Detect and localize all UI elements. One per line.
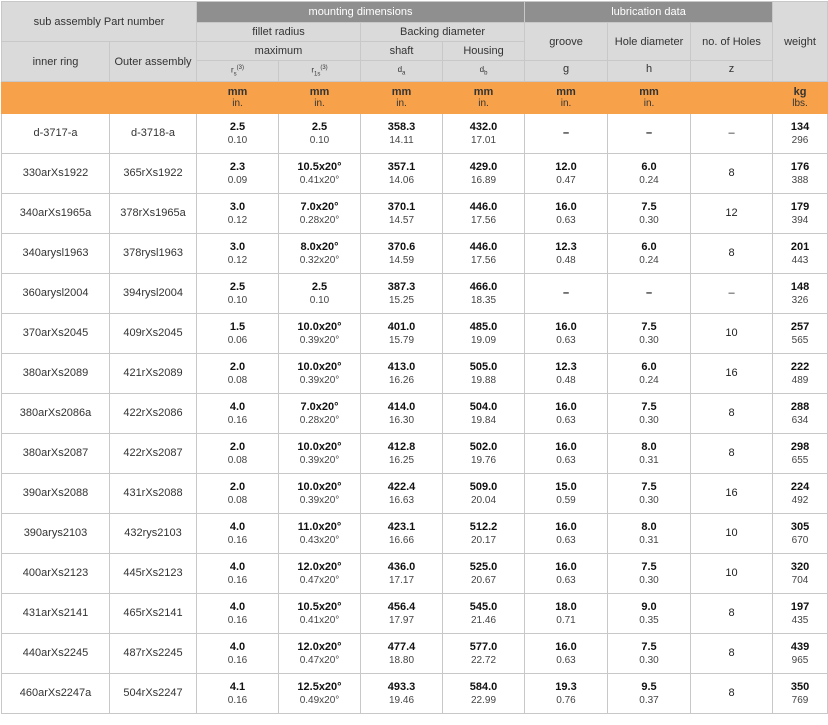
groove-cell: – (525, 114, 608, 154)
groove-cell: 16.0 0.63 (525, 554, 608, 594)
header-groove: groove (525, 23, 608, 61)
housing-diameter-cell: 466.0 18.35 (443, 274, 525, 314)
no-of-holes-cell: 8 (691, 234, 773, 274)
symbol-z: z (691, 61, 773, 82)
unit-shaft: mm in. (361, 82, 443, 114)
inner-ring-cell: 380arXs2087 (2, 434, 110, 474)
fillet-rs-cell: 4.0 0.16 (197, 394, 279, 434)
weight-cell: 257 565 (773, 314, 828, 354)
fillet-r1s-cell: 10.0x20° 0.39x20° (279, 314, 361, 354)
fillet-rs-cell: 4.0 0.16 (197, 594, 279, 634)
inner-ring-cell: 340arysl1963 (2, 234, 110, 274)
housing-diameter-cell: 525.0 20.67 (443, 554, 525, 594)
hole-diameter-cell: 7.5 0.30 (608, 634, 691, 674)
hole-diameter-cell: 7.5 0.30 (608, 314, 691, 354)
units-row (2, 82, 828, 114)
table-row (2, 314, 828, 354)
no-of-holes-cell: 8 (691, 634, 773, 674)
table-row (2, 194, 828, 234)
housing-diameter-cell: 545.0 21.46 (443, 594, 525, 634)
table-body (2, 114, 828, 714)
outer-assembly-cell: 365rXs1922 (110, 154, 197, 194)
housing-diameter-cell: 504.0 19.84 (443, 394, 525, 434)
header-sub-assembly: sub assembly Part number (2, 2, 197, 42)
housing-diameter-cell: 577.0 22.72 (443, 634, 525, 674)
weight-cell: 148 326 (773, 274, 828, 314)
fillet-r1s-cell: 2.5 0.10 (279, 114, 361, 154)
housing-diameter-cell: 584.0 22.99 (443, 674, 525, 714)
header-housing: Housing (443, 42, 525, 61)
inner-ring-cell: 400arXs2123 (2, 554, 110, 594)
table-row (2, 514, 828, 554)
groove-cell: 18.0 0.71 (525, 594, 608, 634)
fillet-rs-cell: 4.1 0.16 (197, 674, 279, 714)
outer-assembly-cell: 422rXs2086 (110, 394, 197, 434)
groove-cell: 16.0 0.63 (525, 434, 608, 474)
outer-assembly-cell: d-3718-a (110, 114, 197, 154)
shaft-diameter-cell: 358.3 14.11 (361, 114, 443, 154)
hole-diameter-cell: 8.0 0.31 (608, 514, 691, 554)
fillet-r1s-cell: 7.0x20° 0.28x20° (279, 394, 361, 434)
outer-assembly-cell: 421rXs2089 (110, 354, 197, 394)
header-inner-ring: inner ring (2, 42, 110, 82)
outer-assembly-cell: 422rXs2087 (110, 434, 197, 474)
shaft-diameter-cell: 477.4 18.80 (361, 634, 443, 674)
no-of-holes-cell: 16 (691, 474, 773, 514)
unit-weight: kg lbs. (773, 82, 828, 114)
housing-diameter-cell: 505.0 19.88 (443, 354, 525, 394)
housing-diameter-cell: 429.0 16.89 (443, 154, 525, 194)
fillet-r1s-cell: 7.0x20° 0.28x20° (279, 194, 361, 234)
outer-assembly-cell: 445rXs2123 (110, 554, 197, 594)
shaft-diameter-cell: 493.3 19.46 (361, 674, 443, 714)
fillet-rs-cell: 2.5 0.10 (197, 274, 279, 314)
fillet-r1s-cell: 10.5x20° 0.41x20° (279, 594, 361, 634)
fillet-r1s-cell: 8.0x20° 0.32x20° (279, 234, 361, 274)
fillet-r1s-cell: 12.0x20° 0.47x20° (279, 634, 361, 674)
groove-cell: 16.0 0.63 (525, 634, 608, 674)
unit-cell-empty (2, 82, 110, 114)
header-weight: weight (773, 2, 828, 82)
table-row (2, 274, 828, 314)
inner-ring-cell: 370arXs2045 (2, 314, 110, 354)
weight-cell: 201 443 (773, 234, 828, 274)
hole-diameter-cell: 7.5 0.30 (608, 554, 691, 594)
shaft-diameter-cell: 436.0 17.17 (361, 554, 443, 594)
table-row (2, 634, 828, 674)
weight-cell: 298 655 (773, 434, 828, 474)
groove-cell: – (525, 274, 608, 314)
table-row (2, 354, 828, 394)
header-maximum: maximum (197, 42, 361, 61)
inner-ring-cell: d-3717-a (2, 114, 110, 154)
groove-cell: 12.0 0.47 (525, 154, 608, 194)
inner-ring-cell: 460arXs2247a (2, 674, 110, 714)
header-lubrication-data: lubrication data (525, 2, 773, 23)
weight-cell: 224 492 (773, 474, 828, 514)
table-row (2, 474, 828, 514)
symbol-rs: $r_s^{(3)}$ (197, 61, 279, 82)
fillet-r1s-cell: 11.0x20° 0.43x20° (279, 514, 361, 554)
fillet-r1s-cell: 12.5x20° 0.49x20° (279, 674, 361, 714)
no-of-holes-cell: 8 (691, 594, 773, 634)
inner-ring-cell: 360arysl2004 (2, 274, 110, 314)
fillet-r1s-cell: 10.5x20° 0.41x20° (279, 154, 361, 194)
inner-ring-cell: 330arXs1922 (2, 154, 110, 194)
groove-cell: 12.3 0.48 (525, 354, 608, 394)
weight-cell: 350 769 (773, 674, 828, 714)
outer-assembly-cell: 487rXs2245 (110, 634, 197, 674)
fillet-rs-cell: 4.0 0.16 (197, 554, 279, 594)
no-of-holes-cell: 16 (691, 354, 773, 394)
symbol-db: $d_b$ (443, 61, 525, 82)
inner-ring-cell: 431arXs2141 (2, 594, 110, 634)
outer-assembly-cell: 504rXs2247 (110, 674, 197, 714)
fillet-rs-cell: 2.0 0.08 (197, 434, 279, 474)
unit-housing: mm in. (443, 82, 525, 114)
bearing-spec-table (1, 1, 828, 714)
shaft-diameter-cell: 414.0 16.30 (361, 394, 443, 434)
fillet-r1s-cell: 12.0x20° 0.47x20° (279, 554, 361, 594)
housing-diameter-cell: 512.2 20.17 (443, 514, 525, 554)
no-of-holes-cell: – (691, 114, 773, 154)
table-row (2, 434, 828, 474)
fillet-rs-cell: 4.0 0.16 (197, 634, 279, 674)
housing-diameter-cell: 502.0 19.76 (443, 434, 525, 474)
no-of-holes-cell: – (691, 274, 773, 314)
outer-assembly-cell: 378rXs1965a (110, 194, 197, 234)
inner-ring-cell: 390arys2103 (2, 514, 110, 554)
groove-cell: 16.0 0.63 (525, 514, 608, 554)
hole-diameter-cell: – (608, 114, 691, 154)
hole-diameter-cell: 6.0 0.24 (608, 354, 691, 394)
table-row (2, 554, 828, 594)
hole-diameter-cell: 7.5 0.30 (608, 394, 691, 434)
fillet-rs-cell: 3.0 0.12 (197, 194, 279, 234)
inner-ring-cell: 380arXs2089 (2, 354, 110, 394)
fillet-rs-cell: 1.5 0.06 (197, 314, 279, 354)
outer-assembly-cell: 394rysl2004 (110, 274, 197, 314)
hole-diameter-cell: 9.0 0.35 (608, 594, 691, 634)
shaft-diameter-cell: 387.3 15.25 (361, 274, 443, 314)
table-row (2, 594, 828, 634)
hole-diameter-cell: 6.0 0.24 (608, 154, 691, 194)
no-of-holes-cell: 10 (691, 314, 773, 354)
shaft-diameter-cell: 370.6 14.59 (361, 234, 443, 274)
header-fillet-radius: fillet radius (197, 23, 361, 42)
shaft-diameter-cell: 422.4 16.63 (361, 474, 443, 514)
weight-cell: 134 296 (773, 114, 828, 154)
groove-cell: 15.0 0.59 (525, 474, 608, 514)
no-of-holes-cell: 12 (691, 194, 773, 234)
outer-assembly-cell: 409rXs2045 (110, 314, 197, 354)
housing-diameter-cell: 446.0 17.56 (443, 234, 525, 274)
groove-cell: 16.0 0.63 (525, 194, 608, 234)
header-hole-diameter: Hole diameter (608, 23, 691, 61)
weight-cell: 197 435 (773, 594, 828, 634)
unit-r1s: mm in. (279, 82, 361, 114)
fillet-r1s-cell: 10.0x20° 0.39x20° (279, 354, 361, 394)
hole-diameter-cell: – (608, 274, 691, 314)
fillet-rs-cell: 2.3 0.09 (197, 154, 279, 194)
inner-ring-cell: 440arXs2245 (2, 634, 110, 674)
symbol-h: h (608, 61, 691, 82)
shaft-diameter-cell: 423.1 16.66 (361, 514, 443, 554)
header-no-of-holes: no. of Holes (691, 23, 773, 61)
groove-cell: 16.0 0.63 (525, 394, 608, 434)
groove-cell: 16.0 0.63 (525, 314, 608, 354)
header-mounting-dimensions: mounting dimensions (197, 2, 525, 23)
symbol-r1s: $r_{1s}^{(3)}$ (279, 61, 361, 82)
weight-cell: 305 670 (773, 514, 828, 554)
symbol-da: $d_a$ (361, 61, 443, 82)
fillet-rs-cell: 2.5 0.10 (197, 114, 279, 154)
unit-cell-empty (110, 82, 197, 114)
shaft-diameter-cell: 413.0 16.26 (361, 354, 443, 394)
unit-groove: mm in. (525, 82, 608, 114)
hole-diameter-cell: 9.5 0.37 (608, 674, 691, 714)
hole-diameter-cell: 7.5 0.30 (608, 474, 691, 514)
fillet-rs-cell: 4.0 0.16 (197, 514, 279, 554)
housing-diameter-cell: 446.0 17.56 (443, 194, 525, 234)
hole-diameter-cell: 8.0 0.31 (608, 434, 691, 474)
weight-cell: 288 634 (773, 394, 828, 434)
fillet-r1s-cell: 10.0x20° 0.39x20° (279, 434, 361, 474)
shaft-diameter-cell: 401.0 15.79 (361, 314, 443, 354)
fillet-rs-cell: 3.0 0.12 (197, 234, 279, 274)
header-outer-assembly: Outer assembly (110, 42, 197, 82)
no-of-holes-cell: 10 (691, 514, 773, 554)
no-of-holes-cell: 8 (691, 434, 773, 474)
table-row (2, 154, 828, 194)
table-header (2, 2, 828, 114)
fillet-rs-cell: 2.0 0.08 (197, 474, 279, 514)
shaft-diameter-cell: 357.1 14.06 (361, 154, 443, 194)
weight-cell: 176 388 (773, 154, 828, 194)
no-of-holes-cell: 8 (691, 154, 773, 194)
unit-rs: mm in. (197, 82, 279, 114)
fillet-r1s-cell: 2.5 0.10 (279, 274, 361, 314)
no-of-holes-cell: 8 (691, 674, 773, 714)
header-backing-diameter: Backing diameter (361, 23, 525, 42)
unit-cell-empty (691, 82, 773, 114)
fillet-r1s-cell: 10.0x20° 0.39x20° (279, 474, 361, 514)
table-row (2, 394, 828, 434)
groove-cell: 19.3 0.76 (525, 674, 608, 714)
groove-cell: 12.3 0.48 (525, 234, 608, 274)
weight-cell: 320 704 (773, 554, 828, 594)
shaft-diameter-cell: 412.8 16.25 (361, 434, 443, 474)
outer-assembly-cell: 431rXs2088 (110, 474, 197, 514)
housing-diameter-cell: 485.0 19.09 (443, 314, 525, 354)
weight-cell: 179 394 (773, 194, 828, 234)
shaft-diameter-cell: 370.1 14.57 (361, 194, 443, 234)
weight-cell: 222 489 (773, 354, 828, 394)
inner-ring-cell: 390arXs2088 (2, 474, 110, 514)
hole-diameter-cell: 6.0 0.24 (608, 234, 691, 274)
symbol-g: g (525, 61, 608, 82)
no-of-holes-cell: 10 (691, 554, 773, 594)
outer-assembly-cell: 378rysl1963 (110, 234, 197, 274)
hole-diameter-cell: 7.5 0.30 (608, 194, 691, 234)
no-of-holes-cell: 8 (691, 394, 773, 434)
table-row (2, 234, 828, 274)
inner-ring-cell: 340arXs1965a (2, 194, 110, 234)
weight-cell: 439 965 (773, 634, 828, 674)
housing-diameter-cell: 432.0 17.01 (443, 114, 525, 154)
table-row (2, 674, 828, 714)
inner-ring-cell: 380arXs2086a (2, 394, 110, 434)
header-shaft: shaft (361, 42, 443, 61)
outer-assembly-cell: 465rXs2141 (110, 594, 197, 634)
fillet-rs-cell: 2.0 0.08 (197, 354, 279, 394)
unit-hole: mm in. (608, 82, 691, 114)
shaft-diameter-cell: 456.4 17.97 (361, 594, 443, 634)
outer-assembly-cell: 432rys2103 (110, 514, 197, 554)
table-row (2, 114, 828, 154)
housing-diameter-cell: 509.0 20.04 (443, 474, 525, 514)
